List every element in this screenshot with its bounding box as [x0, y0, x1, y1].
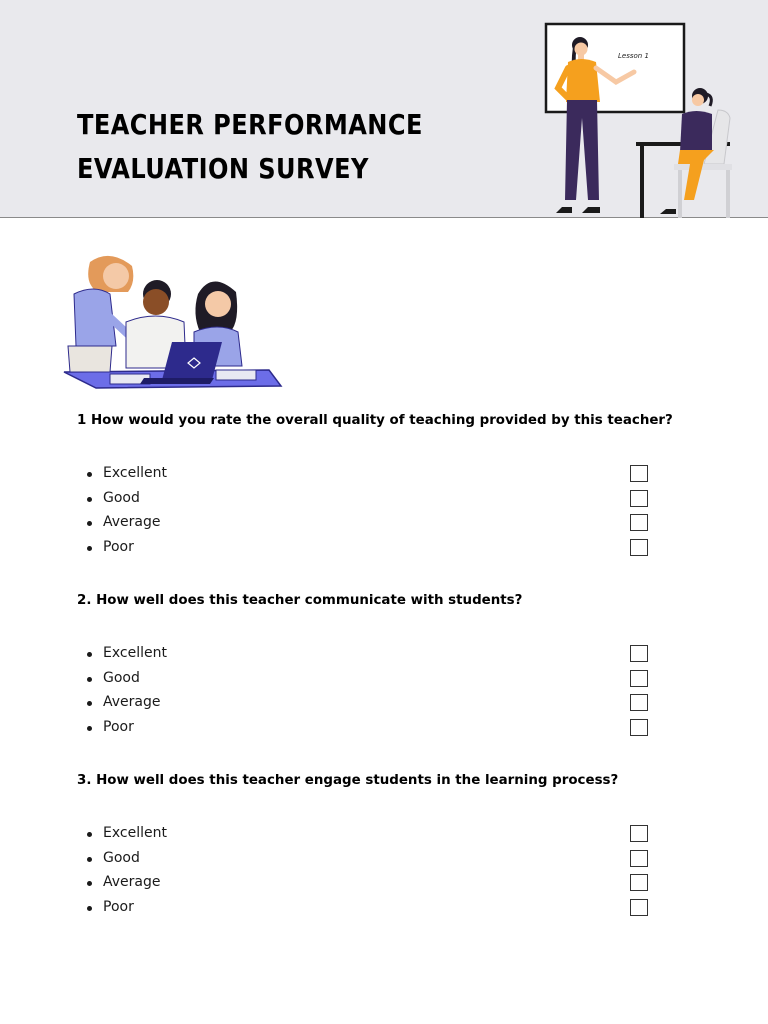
- option-label: Excellent: [103, 645, 167, 661]
- teacher-pants: [565, 100, 599, 200]
- teacher-classroom-illustration: [530, 18, 750, 218]
- student-face: [692, 94, 704, 106]
- question-1-options: [80, 464, 660, 563]
- bullet-icon: [87, 701, 92, 706]
- girl-face: [103, 263, 129, 289]
- header-banner: [0, 0, 768, 218]
- bullet-icon: [87, 546, 92, 551]
- title-line-2: EVALUATION SURVEY: [77, 152, 369, 185]
- checkbox-icon[interactable]: [630, 719, 648, 736]
- checkbox-icon[interactable]: [630, 514, 648, 531]
- option-poor: [80, 718, 660, 743]
- option-label: Good: [103, 669, 140, 686]
- question-3: 3. How well does this teacher engage students in the learning process?: [77, 773, 619, 788]
- boy-face: [143, 289, 169, 315]
- option-average: [80, 873, 660, 898]
- page-title: [77, 103, 423, 191]
- option-good: [80, 849, 660, 874]
- option-average: [80, 513, 660, 538]
- checkbox-icon[interactable]: [630, 899, 648, 916]
- student-shirt: [680, 111, 712, 152]
- option-label: Average: [103, 874, 161, 891]
- checkbox-icon[interactable]: [630, 825, 648, 842]
- bullet-icon: [87, 677, 92, 682]
- checkbox-icon[interactable]: [630, 670, 648, 687]
- question-2-options: [80, 644, 660, 743]
- question-2: 2. How well does this teacher communicate with students?: [77, 593, 523, 608]
- girl2-face: [205, 291, 231, 317]
- option-label: Average: [103, 694, 161, 711]
- question-1: 1 How would you rate the overall quality of teaching provided by this teacher?: [77, 413, 673, 428]
- laptop: [162, 342, 222, 380]
- checkbox-icon[interactable]: [630, 850, 648, 867]
- checkbox-icon[interactable]: [630, 465, 648, 482]
- option-label: Excellent: [103, 825, 167, 841]
- students-laptop-illustration: [60, 250, 285, 395]
- bullet-icon: [87, 832, 92, 837]
- question-3-options: [80, 824, 660, 923]
- option-excellent: [80, 824, 660, 849]
- title-line-1: TEACHER PERFORMANCE: [77, 108, 423, 141]
- option-label: Good: [103, 849, 140, 866]
- teacher-face: [575, 43, 588, 56]
- option-good: [80, 669, 660, 694]
- teacher-shirt: [566, 59, 600, 102]
- option-good: [80, 489, 660, 514]
- checkbox-icon[interactable]: [630, 874, 648, 891]
- bullet-icon: [87, 652, 92, 657]
- checkbox-icon[interactable]: [630, 694, 648, 711]
- option-excellent: [80, 464, 660, 489]
- bullet-icon: [87, 857, 92, 862]
- option-label: Poor: [103, 539, 134, 556]
- option-poor: [80, 898, 660, 923]
- bullet-icon: [87, 521, 92, 526]
- whiteboard-text: Lesson 1: [618, 52, 649, 60]
- checkbox-icon[interactable]: [630, 645, 648, 662]
- bullet-icon: [87, 881, 92, 886]
- checkbox-icon[interactable]: [630, 490, 648, 507]
- option-label: Average: [103, 514, 161, 531]
- bullet-icon: [87, 726, 92, 731]
- option-label: Poor: [103, 719, 134, 736]
- bullet-icon: [87, 497, 92, 502]
- checkbox-icon[interactable]: [630, 539, 648, 556]
- option-label: Good: [103, 489, 140, 506]
- option-average: [80, 693, 660, 718]
- option-excellent: [80, 644, 660, 669]
- option-poor: [80, 538, 660, 563]
- option-label: Excellent: [103, 465, 167, 481]
- bullet-icon: [87, 472, 92, 477]
- option-label: Poor: [103, 899, 134, 916]
- bullet-icon: [87, 906, 92, 911]
